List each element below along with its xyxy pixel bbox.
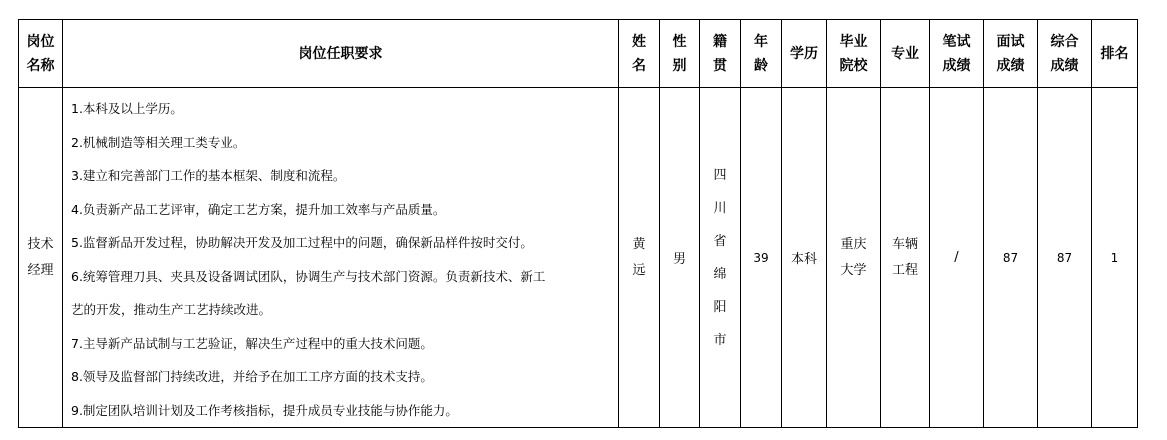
header-row bbox=[19, 20, 1138, 88]
header-gender: 性 别 bbox=[660, 20, 700, 88]
header-age: 年 龄 bbox=[741, 20, 782, 88]
header-native-place: 籍 贯 bbox=[700, 20, 741, 88]
requirement-item: 5.监督新品开发过程，协助解决开发及加工过程中的问题，确保新品样件按时交付。 bbox=[71, 235, 533, 250]
table-row bbox=[19, 88, 1138, 428]
header-interview-score: 面试 成绩 bbox=[984, 20, 1038, 88]
candidate-table bbox=[18, 19, 1138, 428]
header-school: 毕业 院校 bbox=[827, 20, 881, 88]
requirement-item: 3.建立和完善部门工作的基本框架、制度和流程。 bbox=[71, 168, 346, 183]
cell-interview-score: 87 bbox=[984, 88, 1038, 428]
requirement-item: 2.机械制造等相关理工类专业。 bbox=[71, 134, 246, 150]
cell-position-name: 技术 经理 bbox=[19, 88, 63, 428]
candidate-table-wrapper bbox=[18, 19, 1138, 428]
header-position-name: 岗位 名称 bbox=[19, 20, 63, 88]
requirement-item: 9.制定团队培训计划及工作考核指标，提升成员专业技能与协作能力。 bbox=[71, 402, 458, 418]
requirement-item: 4.负责新产品工艺评审，确定工艺方案，提升加工效率与产品质量。 bbox=[71, 201, 446, 217]
cell-written-score: / bbox=[930, 88, 984, 428]
requirement-item: 6.统筹管理刀具、夹具及设备调试团队，协调生产与技术部门资源。负责新技术、新工 bbox=[71, 268, 546, 284]
header-education: 学历 bbox=[782, 20, 827, 88]
cell-major: 车辆 工程 bbox=[881, 88, 930, 428]
cell-education: 本科 bbox=[782, 88, 827, 428]
cell-age: 39 bbox=[741, 88, 782, 428]
cell-total-score: 87 bbox=[1038, 88, 1092, 428]
header-name: 姓 名 bbox=[619, 20, 660, 88]
header-rank: 排名 bbox=[1092, 20, 1138, 88]
cell-native-place: 四 川 省 绵 阳 市 bbox=[700, 88, 741, 428]
requirement-item: 7.主导新产品试制与工艺验证，解决生产过程中的重大技术问题。 bbox=[71, 335, 433, 351]
requirement-item: 艺的开发，推动生产工艺持续改进。 bbox=[71, 302, 272, 317]
header-major: 专业 bbox=[881, 20, 930, 88]
cell-school: 重庆 大学 bbox=[827, 88, 881, 428]
header-total-score: 综合 成绩 bbox=[1038, 20, 1092, 88]
cell-name: 黄 远 bbox=[619, 88, 660, 428]
requirement-item: 1.本科及以上学历。 bbox=[71, 101, 183, 116]
cell-gender: 男 bbox=[660, 88, 700, 428]
header-requirements: 岗位任职要求 bbox=[63, 20, 619, 88]
header-written-score: 笔试 成绩 bbox=[930, 20, 984, 88]
cell-rank: 1 bbox=[1092, 88, 1138, 428]
requirement-item: 8.领导及监督部门持续改进，并给予在加工工序方面的技术支持。 bbox=[71, 369, 433, 384]
cell-requirements bbox=[63, 88, 619, 428]
